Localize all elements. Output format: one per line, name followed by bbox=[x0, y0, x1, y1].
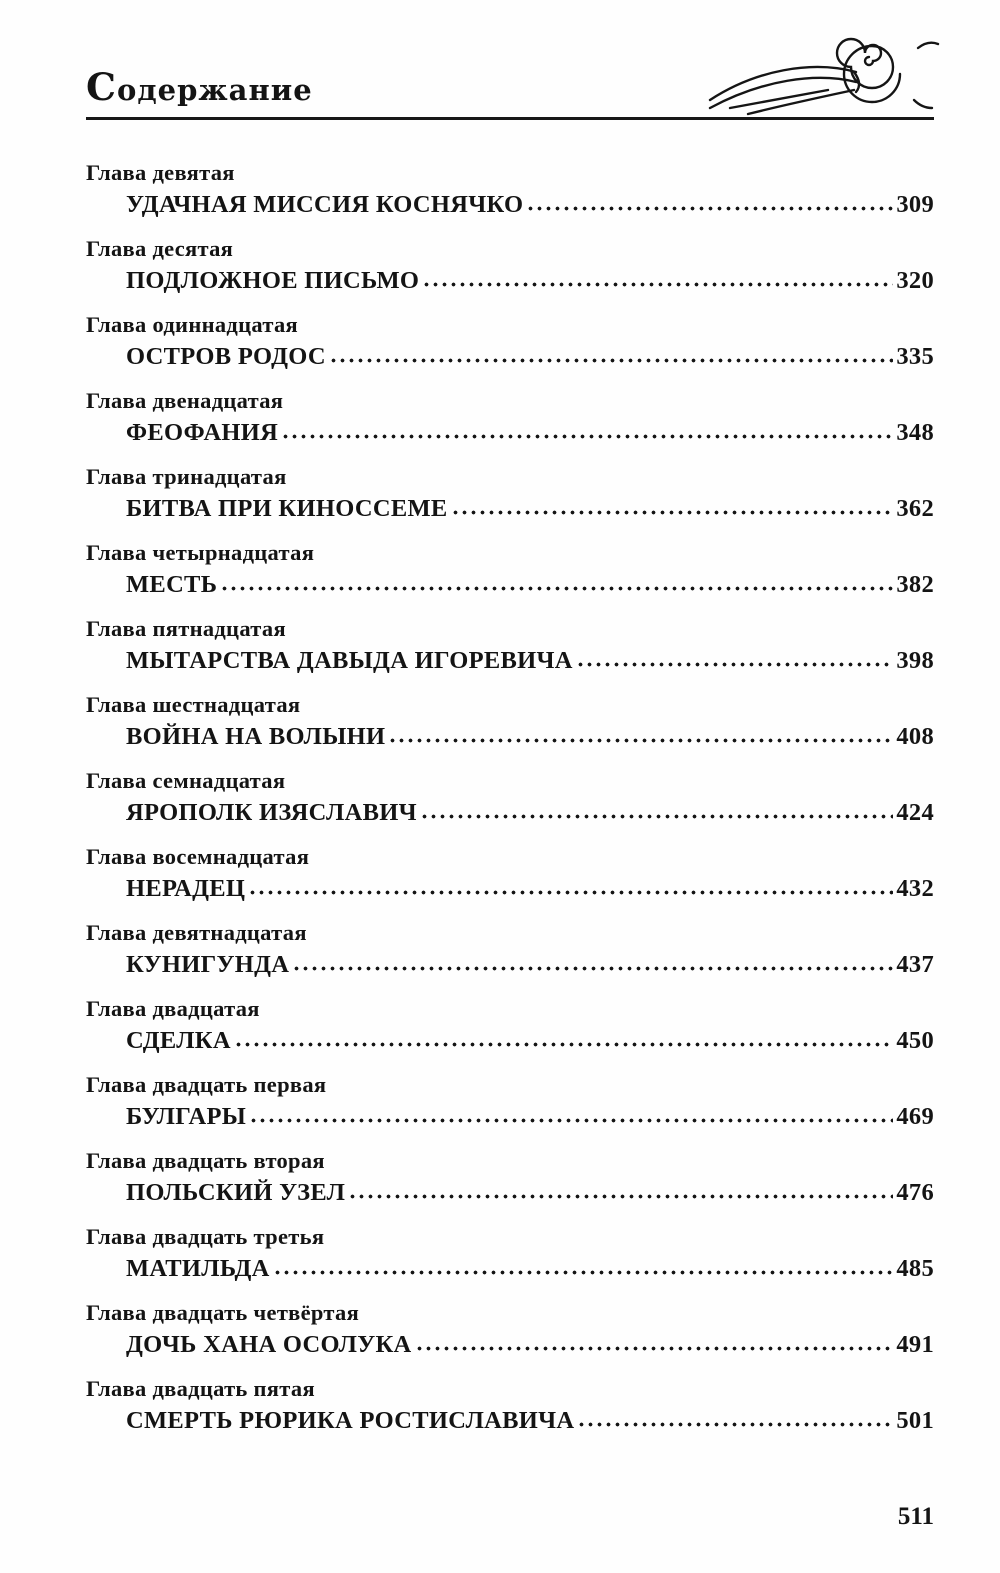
page-number: 450 bbox=[896, 1027, 934, 1054]
chapter-title: БИТВА ПРИ КИНОССЕМЕ bbox=[126, 495, 448, 522]
chapter-title-row bbox=[126, 872, 934, 905]
dot-leader bbox=[422, 281, 893, 288]
chapter-title-row bbox=[126, 264, 934, 297]
chapter-label: Глава двадцать четвёртая bbox=[86, 1300, 360, 1325]
page-number: 469 bbox=[896, 1103, 934, 1130]
chapter-title: ОСТРОВ РОДОС bbox=[126, 343, 326, 370]
dot-leader bbox=[329, 357, 893, 364]
page-number: 437 bbox=[896, 951, 934, 978]
chapter-label: Глава семнадцатая bbox=[86, 768, 286, 793]
toc-entry bbox=[86, 690, 934, 753]
page-number: 476 bbox=[896, 1179, 934, 1206]
chapter-title: ДОЧЬ ХАНА ОСОЛУКА bbox=[126, 1331, 412, 1358]
toc-entry bbox=[86, 1298, 934, 1361]
chapter-title: ЯРОПОЛК ИЗЯСЛАВИЧ bbox=[126, 799, 417, 826]
chapter-title-row bbox=[126, 1328, 934, 1361]
chapter-label: Глава шестнадцатая bbox=[86, 692, 301, 717]
page-header bbox=[86, 0, 934, 120]
chapter-title-row bbox=[126, 796, 934, 829]
chapter-title-row bbox=[126, 188, 934, 221]
toc-entry bbox=[86, 1070, 934, 1133]
dot-leader bbox=[577, 1421, 893, 1428]
page-number: 424 bbox=[896, 799, 934, 826]
chapter-label: Глава четырнадцатая bbox=[86, 540, 315, 565]
page-number: 382 bbox=[896, 571, 934, 598]
dot-leader bbox=[388, 737, 893, 744]
chapter-title-row bbox=[126, 1404, 934, 1437]
toc-entry bbox=[86, 1222, 934, 1285]
chapter-title: НЕРАДЕЦ bbox=[126, 875, 246, 902]
toc-entry bbox=[86, 842, 934, 905]
chapter-label: Глава тринадцатая bbox=[86, 464, 287, 489]
dot-leader bbox=[281, 433, 893, 440]
chapter-title-row bbox=[126, 1100, 934, 1133]
dot-leader bbox=[234, 1041, 893, 1048]
chapter-title: СМЕРТЬ РЮРИКА РОСТИСЛАВИЧА bbox=[126, 1407, 575, 1434]
page-number: 408 bbox=[896, 723, 934, 750]
page-number: 491 bbox=[896, 1331, 934, 1358]
chapter-title-row bbox=[126, 416, 934, 449]
toc-entry bbox=[86, 158, 934, 221]
dot-leader bbox=[248, 889, 893, 896]
chapter-label: Глава девятнадцатая bbox=[86, 920, 307, 945]
chapter-title: УДАЧНАЯ МИССИЯ КОСНЯЧКО bbox=[126, 191, 524, 218]
chapter-title-row bbox=[126, 948, 934, 981]
chapter-title-row bbox=[126, 340, 934, 373]
chapter-title-row bbox=[126, 644, 934, 677]
dot-leader bbox=[451, 509, 894, 516]
chapter-title: БУЛГАРЫ bbox=[126, 1103, 247, 1130]
chapter-label: Глава пятнадцатая bbox=[86, 616, 286, 641]
chapter-title-row bbox=[126, 1252, 934, 1285]
toc-entry bbox=[86, 538, 934, 601]
chapter-title: КУНИГУНДА bbox=[126, 951, 290, 978]
folio-page-number: 511 bbox=[897, 1503, 934, 1530]
page-title: Содержание bbox=[86, 65, 313, 109]
chapter-label: Глава двадцатая bbox=[86, 996, 260, 1021]
page-number: 501 bbox=[896, 1407, 934, 1434]
chapter-title: МЫТАРСТВА ДАВЫДА ИГОРЕВИЧА bbox=[126, 647, 573, 674]
chapter-title-row bbox=[126, 720, 934, 753]
chapter-label: Глава двадцать третья bbox=[86, 1224, 325, 1249]
chapter-label: Глава девятая bbox=[86, 160, 235, 185]
toc-entry bbox=[86, 918, 934, 981]
chapter-label: Глава одиннадцатая bbox=[86, 312, 298, 337]
chapter-title: СДЕЛКА bbox=[126, 1027, 231, 1054]
dot-leader bbox=[415, 1345, 894, 1352]
dot-leader bbox=[292, 965, 893, 972]
toc-entry bbox=[86, 462, 934, 525]
chapter-label: Глава двенадцатая bbox=[86, 388, 284, 413]
dot-leader bbox=[220, 585, 893, 592]
toc-entry bbox=[86, 234, 934, 297]
toc-entry bbox=[86, 1374, 934, 1437]
chapter-title: ПОДЛОЖНОЕ ПИСЬМО bbox=[126, 267, 420, 294]
dot-leader bbox=[576, 661, 894, 668]
page-number: 348 bbox=[896, 419, 934, 446]
chapter-title-row bbox=[126, 1176, 934, 1209]
page-number: 485 bbox=[896, 1255, 934, 1282]
chapter-title: ПОЛЬСКИЙ УЗЕЛ bbox=[126, 1179, 346, 1206]
page-number: 309 bbox=[896, 191, 934, 218]
dot-leader bbox=[249, 1117, 893, 1124]
page-number: 320 bbox=[896, 267, 934, 294]
toc-entry bbox=[86, 994, 934, 1057]
page-number: 362 bbox=[896, 495, 934, 522]
toc-entry bbox=[86, 614, 934, 677]
page-number: 398 bbox=[896, 647, 934, 674]
page-number: 335 bbox=[896, 343, 934, 370]
chapter-label: Глава двадцать пятая bbox=[86, 1376, 315, 1401]
chapter-label: Глава двадцать вторая bbox=[86, 1148, 325, 1173]
dot-leader bbox=[420, 813, 893, 820]
toc-entry bbox=[86, 386, 934, 449]
toc-entry bbox=[86, 766, 934, 829]
scroll-ornament-icon bbox=[704, 28, 944, 125]
dot-leader bbox=[348, 1193, 893, 1200]
chapter-title: МАТИЛЬДА bbox=[126, 1255, 270, 1282]
chapter-title-row bbox=[126, 1024, 934, 1057]
dot-leader bbox=[526, 205, 893, 212]
chapter-label: Глава десятая bbox=[86, 236, 234, 261]
chapter-label: Глава двадцать первая bbox=[86, 1072, 327, 1097]
dot-leader bbox=[273, 1269, 894, 1276]
toc-list bbox=[86, 158, 934, 1437]
chapter-title-row bbox=[126, 492, 934, 525]
page-number: 432 bbox=[896, 875, 934, 902]
chapter-label: Глава восемнадцатая bbox=[86, 844, 310, 869]
toc-entry bbox=[86, 310, 934, 373]
chapter-title: ФЕОФАНИЯ bbox=[126, 419, 279, 446]
chapter-title: МЕСТЬ bbox=[126, 571, 218, 598]
toc-entry bbox=[86, 1146, 934, 1209]
chapter-title: ВОЙНА НА ВОЛЫНИ bbox=[126, 723, 386, 750]
chapter-title-row bbox=[126, 568, 934, 601]
